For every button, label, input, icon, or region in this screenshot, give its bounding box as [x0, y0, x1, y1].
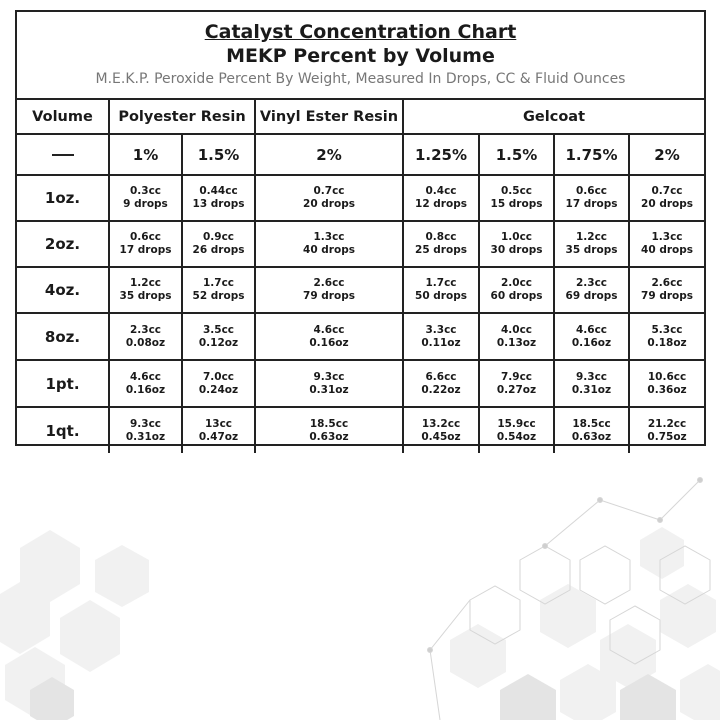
cc-value: 2.6cc	[651, 277, 683, 289]
dash-cell	[17, 134, 109, 175]
dose-cell	[554, 360, 629, 407]
cc-value: 0.8cc	[425, 231, 457, 243]
cc-value: 0.3cc	[129, 185, 162, 197]
secondary-value: 0.12oz	[198, 336, 239, 349]
secondary-value: 40 drops	[641, 244, 693, 256]
secondary-value: 0.18oz	[647, 336, 687, 349]
secondary-value: 9 drops	[123, 198, 168, 210]
dose-cell	[554, 221, 629, 267]
cc-value: 9.3cc	[313, 370, 345, 383]
cc-value: 15.9cc	[497, 417, 536, 430]
secondary-value: 0.27oz	[496, 383, 537, 396]
percent-header: 1.5%	[479, 134, 554, 175]
secondary-value: 0.63oz	[309, 430, 349, 443]
volume-label: 1qt.	[17, 407, 109, 453]
dose-cell	[109, 221, 182, 267]
secondary-value: 35 drops	[565, 244, 618, 256]
vinyl-ester-resin-header: Vinyl Ester Resin	[255, 100, 403, 134]
secondary-value: 0.54oz	[496, 430, 537, 443]
percent-header: 2%	[255, 134, 403, 175]
volume-label: 1oz.	[17, 175, 109, 221]
percent-header-row	[17, 134, 704, 175]
dose-cell	[255, 407, 403, 453]
cc-value: 18.5cc	[572, 417, 611, 430]
secondary-value: 0.24oz	[198, 383, 239, 396]
secondary-value: 15 drops	[490, 198, 543, 210]
secondary-value: 0.16oz	[571, 336, 612, 349]
secondary-value: 69 drops	[565, 290, 618, 302]
cc-value: 0.9cc	[202, 231, 235, 243]
secondary-value: 0.31oz	[125, 430, 166, 443]
dose-cell	[629, 221, 704, 267]
secondary-value: 17 drops	[119, 244, 172, 256]
dose-cell	[109, 313, 182, 360]
secondary-value: 0.13oz	[496, 336, 537, 349]
chart-header	[17, 12, 704, 100]
cc-value: 1.3cc	[651, 231, 683, 243]
secondary-value: 17 drops	[565, 198, 618, 210]
dose-cell	[554, 175, 629, 221]
secondary-value: 0.11oz	[421, 336, 461, 349]
cc-value: 1.0cc	[500, 231, 533, 243]
cc-value: 0.7cc	[313, 185, 345, 197]
dose-cell	[255, 221, 403, 267]
dose-cell	[182, 221, 255, 267]
dose-cell	[479, 267, 554, 313]
cc-value: 6.6cc	[425, 370, 457, 383]
table-row	[17, 360, 704, 407]
dose-cell	[479, 407, 554, 453]
dose-cell	[403, 360, 479, 407]
secondary-value: 0.45oz	[421, 430, 461, 443]
secondary-value: 20 drops	[641, 198, 693, 210]
cc-value: 1.3cc	[313, 231, 345, 243]
secondary-value: 50 drops	[415, 290, 467, 302]
secondary-value: 40 drops	[303, 244, 355, 256]
dose-cell	[479, 313, 554, 360]
cc-value: 10.6cc	[647, 370, 687, 383]
cc-value: 4.0cc	[500, 323, 533, 336]
cc-value: 0.44cc	[199, 185, 238, 197]
table-row	[17, 313, 704, 360]
dose-cell	[554, 267, 629, 313]
cc-value: 1.2cc	[129, 277, 162, 289]
secondary-value: 0.36oz	[647, 383, 687, 396]
volume-label: 8oz.	[17, 313, 109, 360]
secondary-value: 60 drops	[490, 290, 543, 302]
volume-label: 4oz.	[17, 267, 109, 313]
cc-value: 13.2cc	[421, 417, 461, 430]
dose-cell	[629, 313, 704, 360]
secondary-value: 0.63oz	[571, 430, 612, 443]
dose-cell	[629, 407, 704, 453]
cc-value: 2.0cc	[500, 277, 533, 289]
concentration-table	[17, 100, 704, 453]
cc-value: 0.5cc	[500, 185, 533, 197]
cc-value: 4.6cc	[313, 323, 345, 336]
polyester-resin-header: Polyester Resin	[109, 100, 255, 134]
dose-cell	[182, 267, 255, 313]
cc-value: 3.3cc	[425, 323, 457, 336]
dose-cell	[182, 313, 255, 360]
dose-cell	[479, 175, 554, 221]
table-row	[17, 267, 704, 313]
dose-cell	[109, 267, 182, 313]
chart-description: M.E.K.P. Peroxide Percent By Weight, Measured In Drops, CC & Fluid Ounces	[95, 71, 626, 87]
dose-cell	[554, 313, 629, 360]
cc-value: 0.6cc	[575, 185, 608, 197]
dose-cell	[255, 267, 403, 313]
secondary-value: 35 drops	[119, 290, 172, 302]
cc-value: 9.3cc	[129, 417, 162, 430]
secondary-value: 30 drops	[490, 244, 543, 256]
secondary-value: 0.08oz	[125, 336, 166, 349]
chart-title: Catalyst Concentration Chart	[204, 21, 517, 43]
dose-cell	[182, 360, 255, 407]
gelcoat-header: Gelcoat	[403, 100, 704, 134]
cc-value: 9.3cc	[575, 370, 608, 383]
secondary-value: 25 drops	[415, 244, 467, 256]
cc-value: 4.6cc	[129, 370, 162, 383]
cc-value: 0.6cc	[129, 231, 162, 243]
dose-cell	[109, 407, 182, 453]
volume-label: 1pt.	[17, 360, 109, 407]
cc-value: 0.7cc	[651, 185, 683, 197]
secondary-value: 0.31oz	[571, 383, 612, 396]
chart-subtitle: MEKP Percent by Volume	[226, 45, 495, 67]
cc-value: 4.6cc	[575, 323, 608, 336]
dose-cell	[554, 407, 629, 453]
cc-value: 5.3cc	[651, 323, 683, 336]
percent-header: 1.75%	[554, 134, 629, 175]
percent-header: 1.5%	[182, 134, 255, 175]
percent-header: 1.25%	[403, 134, 479, 175]
dose-cell	[479, 360, 554, 407]
cc-value: 2.3cc	[129, 323, 162, 336]
cc-value: 2.6cc	[313, 277, 345, 289]
secondary-value: 0.47oz	[198, 430, 239, 443]
dose-cell	[403, 175, 479, 221]
table-row	[17, 221, 704, 267]
catalyst-chart	[15, 10, 706, 446]
cc-value: 1.7cc	[202, 277, 235, 289]
secondary-value: 0.31oz	[309, 383, 349, 396]
secondary-value: 79 drops	[641, 290, 693, 302]
percent-header: 1%	[109, 134, 182, 175]
dose-cell	[629, 175, 704, 221]
group-header-row	[17, 100, 704, 134]
secondary-value: 0.22oz	[421, 383, 461, 396]
dose-cell	[629, 360, 704, 407]
cc-value: 7.0cc	[202, 370, 235, 383]
dose-cell	[255, 360, 403, 407]
percent-header: 2%	[629, 134, 704, 175]
secondary-value: 13 drops	[192, 198, 245, 210]
dose-cell	[255, 313, 403, 360]
cc-value: 7.9cc	[500, 370, 533, 383]
secondary-value: 79 drops	[303, 290, 355, 302]
cc-value: 2.3cc	[575, 277, 608, 289]
dose-cell	[109, 360, 182, 407]
cc-value: 3.5cc	[202, 323, 235, 336]
volume-header: Volume	[17, 100, 109, 134]
dash-icon	[52, 154, 74, 156]
dose-cell	[629, 267, 704, 313]
volume-label: 2oz.	[17, 221, 109, 267]
cc-value: 13cc	[204, 417, 233, 430]
cc-value: 18.5cc	[309, 417, 349, 430]
dose-cell	[109, 175, 182, 221]
secondary-value: 0.75oz	[647, 430, 687, 443]
cc-value: 1.7cc	[425, 277, 457, 289]
dose-cell	[403, 221, 479, 267]
dose-cell	[403, 267, 479, 313]
cc-value: 21.2cc	[647, 417, 687, 430]
secondary-value: 0.16oz	[309, 336, 349, 349]
cc-value: 0.4cc	[425, 185, 457, 197]
dose-cell	[479, 221, 554, 267]
table-row	[17, 407, 704, 453]
secondary-value: 0.16oz	[125, 383, 166, 396]
dose-cell	[182, 175, 255, 221]
secondary-value: 20 drops	[303, 198, 355, 210]
dose-cell	[182, 407, 255, 453]
dose-cell	[403, 313, 479, 360]
secondary-value: 12 drops	[415, 198, 467, 210]
secondary-value: 26 drops	[192, 244, 245, 256]
table-row	[17, 175, 704, 221]
secondary-value: 52 drops	[192, 290, 245, 302]
dose-cell	[403, 407, 479, 453]
dose-cell	[255, 175, 403, 221]
cc-value: 1.2cc	[575, 231, 608, 243]
